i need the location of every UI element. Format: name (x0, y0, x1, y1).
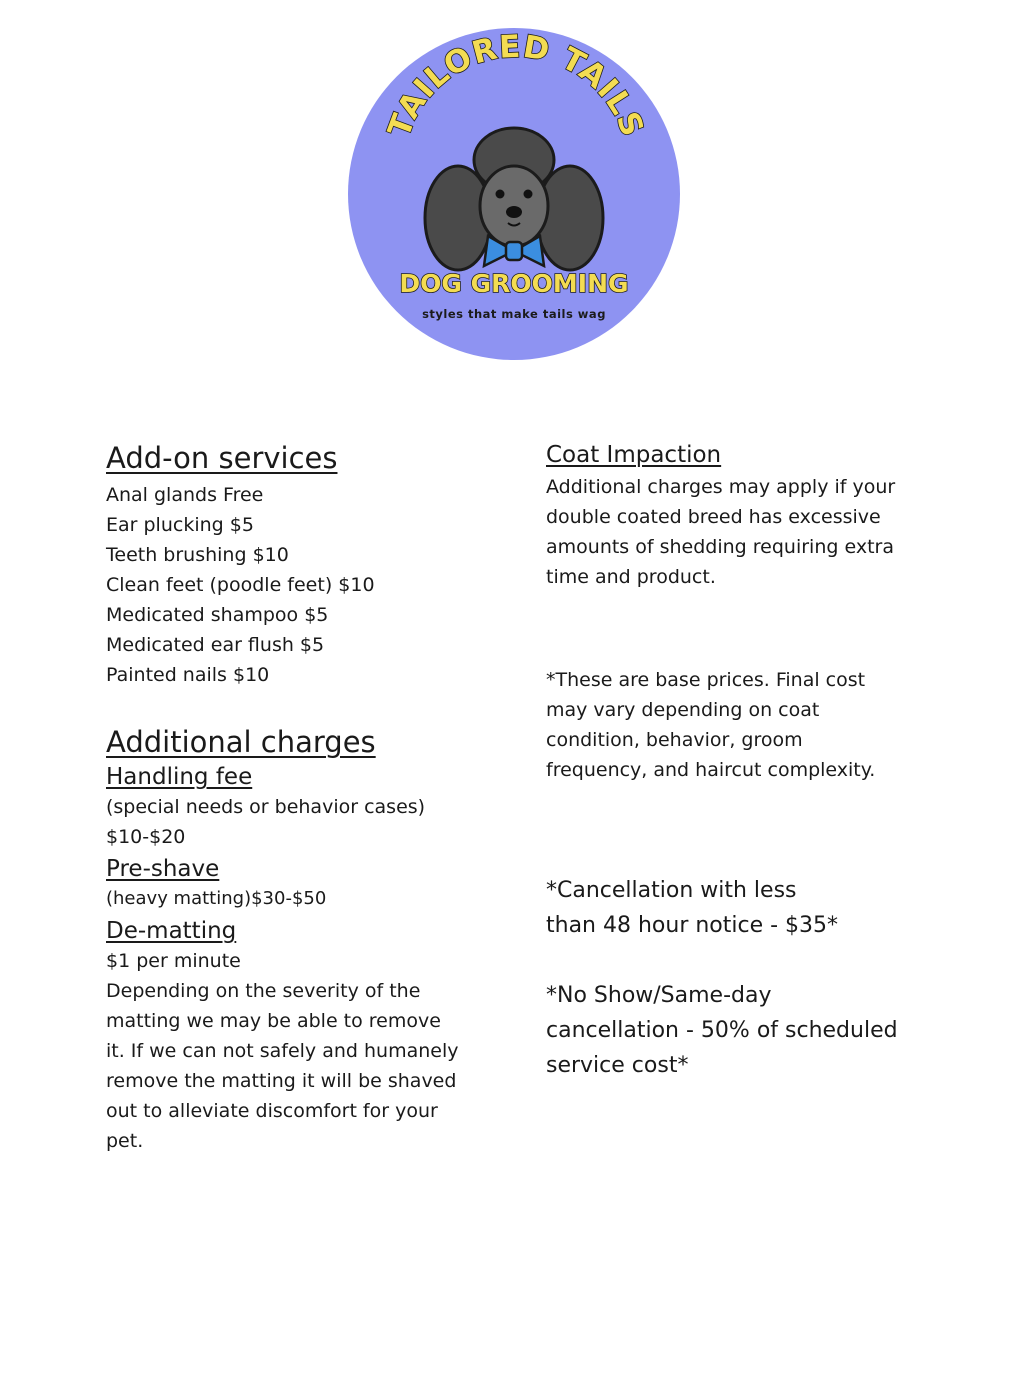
no-show-line: *No Show/Same-day (546, 983, 772, 1008)
logo-graphic (348, 28, 680, 360)
base-note-line: frequency, and haircut complexity. (546, 759, 876, 781)
handling-title: Handling fee (106, 764, 253, 790)
base-note-line: condition, behavior, groom (546, 729, 803, 751)
additional-title: Additional charges (106, 725, 376, 759)
handling-price: $10-$20 (106, 826, 186, 848)
list-item: Medicated ear flush $5 (106, 634, 325, 656)
list-item: Painted nails $10 (106, 664, 270, 686)
list-item: Ear plucking $5 (106, 514, 254, 536)
cancellation-line: than 48 hour notice - $35* (546, 913, 839, 938)
list-item: Anal glands Free (106, 484, 264, 506)
coat-line: Additional charges may apply if your (546, 476, 896, 498)
preshave-title: Pre-shave (106, 856, 220, 882)
dematting-line: matting we may be able to remove (106, 1010, 441, 1032)
coat-desc (546, 472, 946, 592)
dematting-title: De-matting (106, 918, 237, 944)
handling-desc: (special needs or behavior cases) (106, 796, 426, 818)
coat-line: double coated breed has excessive (546, 506, 881, 528)
dematting-line: pet. (106, 1130, 144, 1152)
list-item: Teeth brushing $10 (106, 544, 289, 566)
cancellation-policy (546, 873, 946, 943)
no-show-policy (546, 978, 946, 1083)
dematting-price: $1 per minute (106, 950, 241, 972)
no-show-line: service cost* (546, 1053, 689, 1078)
addon-list (106, 480, 506, 690)
cancellation-line: *Cancellation with less (546, 878, 797, 903)
base-note-line: may vary depending on coat (546, 699, 820, 721)
coat-line: time and product. (546, 566, 716, 588)
dematting-line: out to alleviate discomfort for your (106, 1100, 438, 1122)
coat-line: amounts of shedding requiring extra (546, 536, 894, 558)
logo (348, 28, 680, 360)
list-item: Clean feet (poodle feet) $10 (106, 574, 375, 596)
left-column (106, 440, 506, 1156)
dematting-desc (106, 976, 506, 1156)
addon-title: Add-on services (106, 441, 338, 475)
list-item: Medicated shampoo $5 (106, 604, 329, 626)
logo-arc-title: TAILORED TAILS (381, 28, 651, 143)
dematting-line: it. If we can not safely and humanely (106, 1040, 459, 1062)
logo-subtitle: DOG GROOMING (399, 269, 629, 298)
coat-title: Coat Impaction (546, 442, 722, 468)
preshave-desc: (heavy matting)$30-$50 (106, 888, 327, 909)
dematting-line: remove the matting it will be shaved (106, 1070, 457, 1092)
dematting-line: Depending on the severity of the (106, 980, 421, 1002)
right-column (546, 440, 946, 1083)
logo-tagline: styles that make tails wag (422, 307, 606, 321)
base-note-line: *These are base prices. Final cost (546, 669, 866, 691)
base-price-note (546, 665, 946, 785)
no-show-line: cancellation - 50% of scheduled (546, 1018, 898, 1043)
